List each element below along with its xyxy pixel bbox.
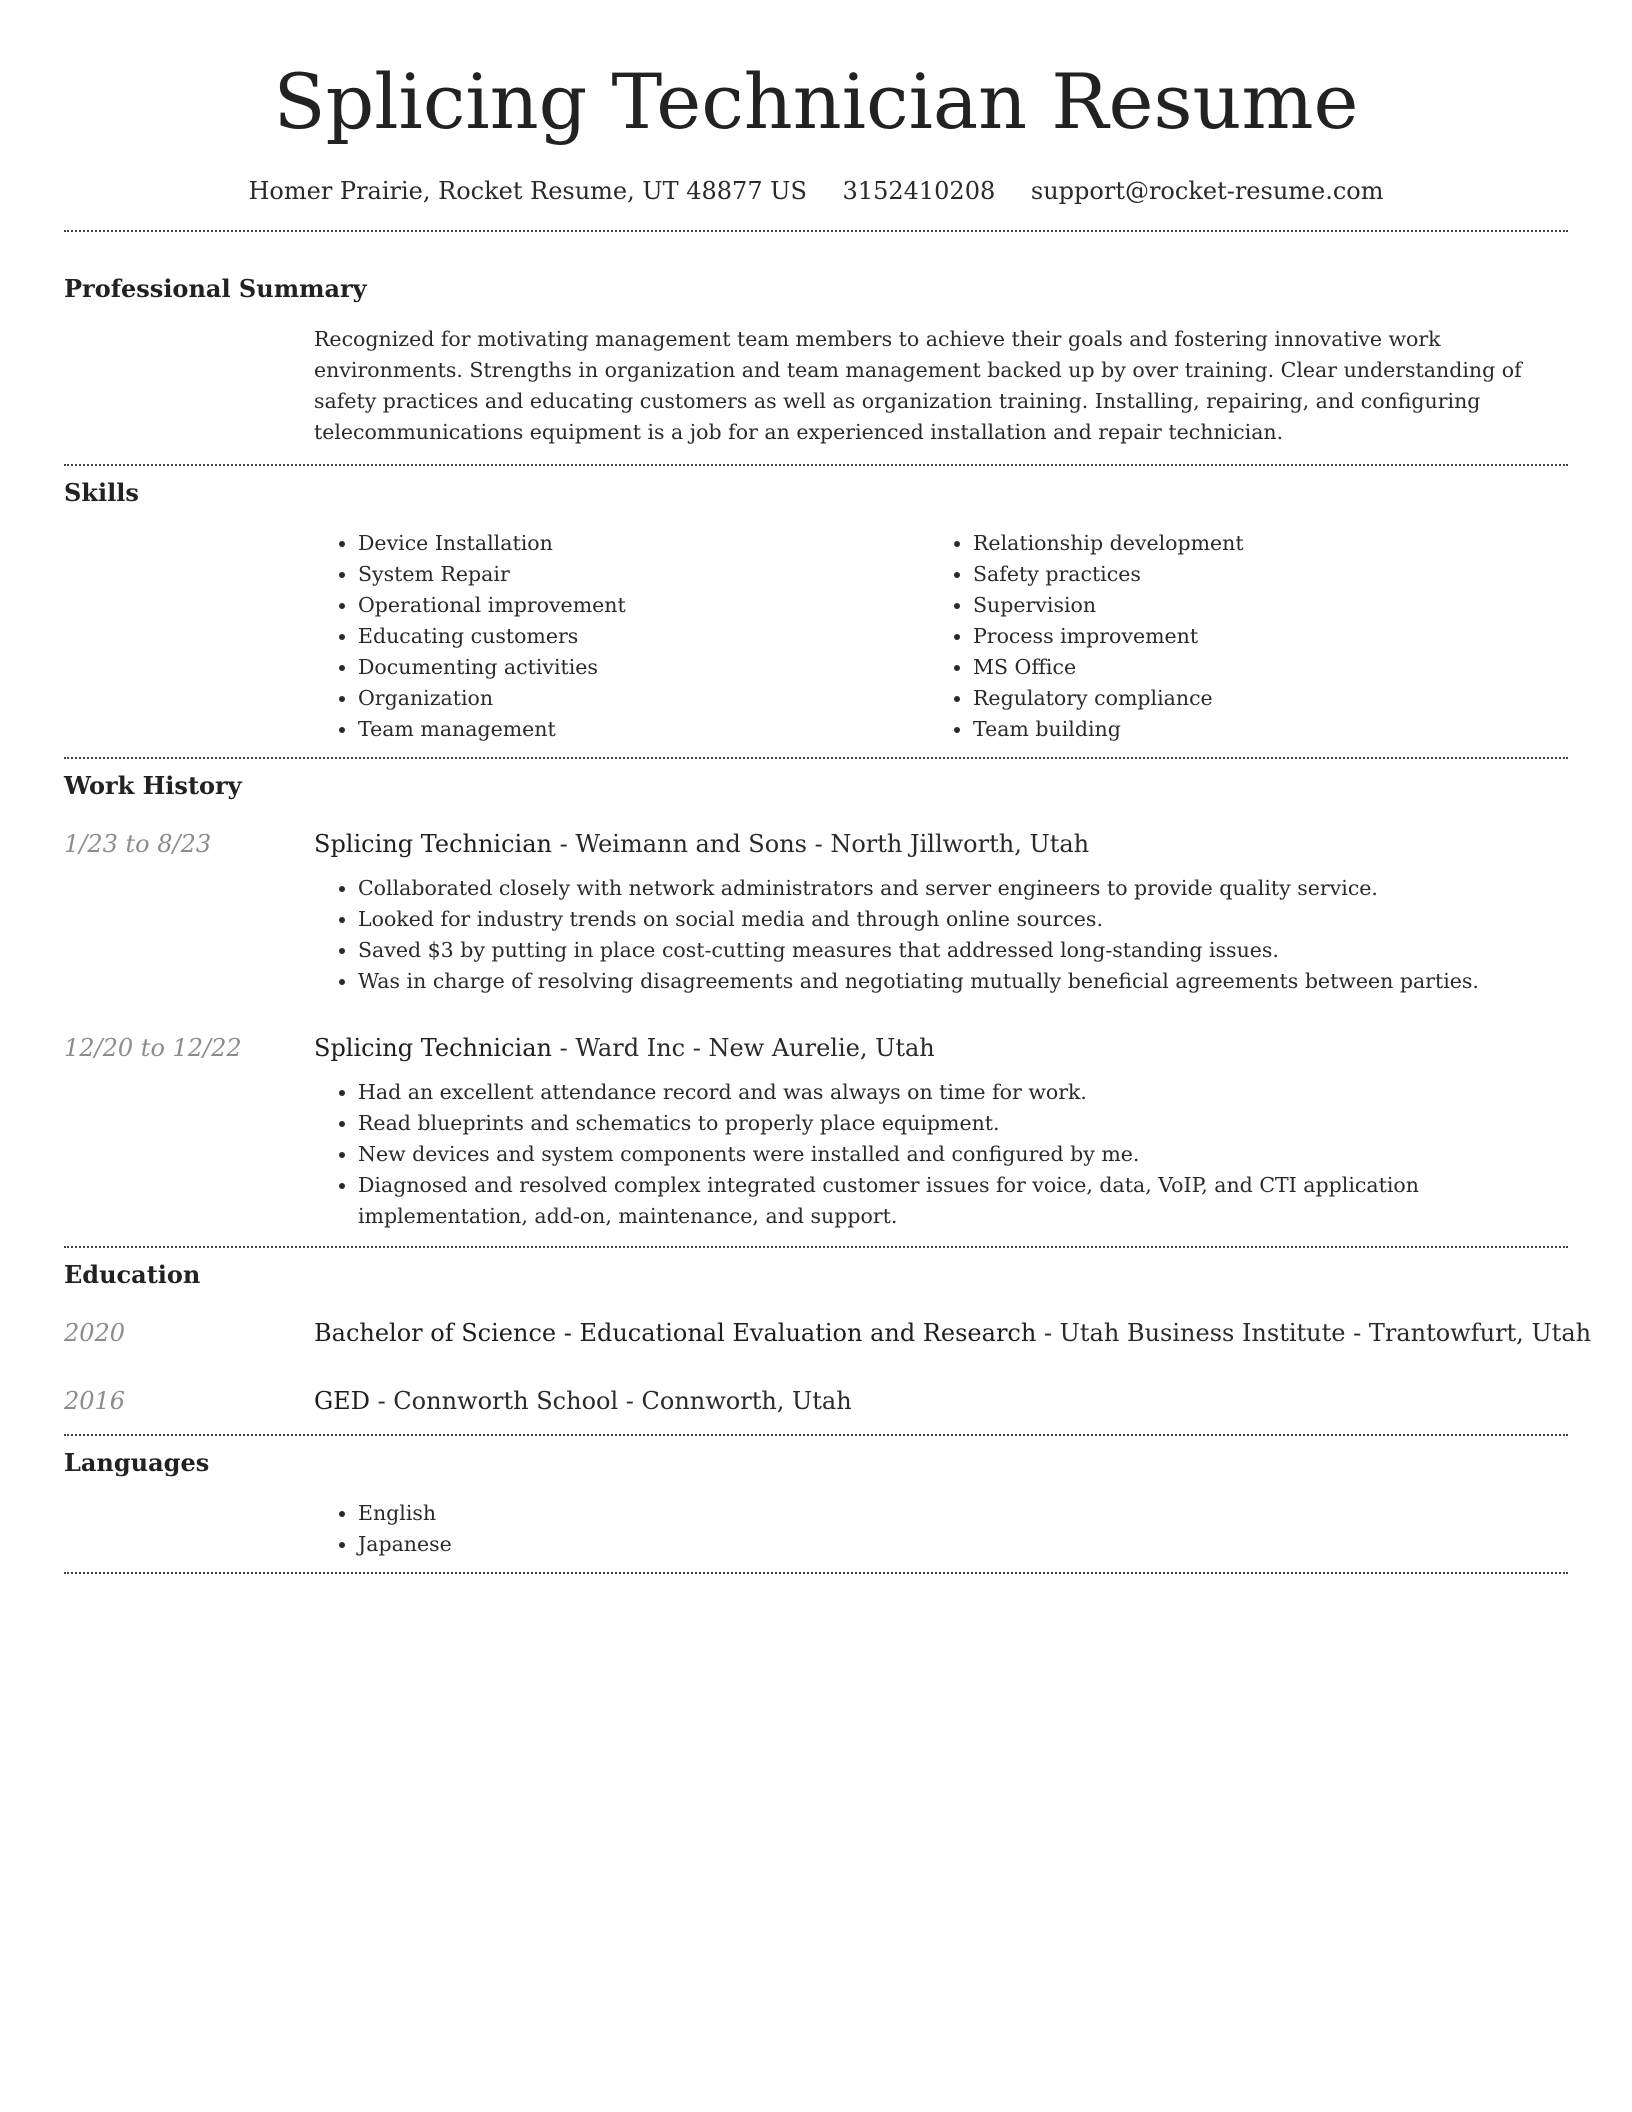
job-bullet: • Collaborated closely with network administrators and server engineers to provide quality service. [358, 873, 1568, 904]
skill-item: • Process improvement [973, 621, 1544, 652]
contact-email: support@rocket-resume.com [1030, 177, 1384, 205]
skill-item: • System Repair [358, 559, 929, 590]
job-bullet: • Looked for industry trends on social media and through online sources. [358, 904, 1568, 935]
summary-section [64, 232, 1568, 464]
languages-section [64, 1436, 1568, 1572]
skill-item: • Relationship development [973, 528, 1544, 559]
job-title-line [314, 1031, 935, 1065]
skill-item: • Team building [973, 714, 1544, 745]
job-header [64, 1031, 1568, 1065]
section-title-skills: Skills [64, 478, 139, 507]
section-title-education: Education [64, 1260, 201, 1289]
job-entry [64, 827, 1568, 997]
job-bullet: • Diagnosed and resolved complex integrated customer issues for voice, data, VoIP, and CTI application implementation, add-on, maintenance, and support. [358, 1170, 1568, 1232]
language-item: • Japanese [358, 1529, 1568, 1560]
skills-column-left [314, 528, 929, 745]
skills-columns [314, 528, 1568, 757]
job-role: Splicing Technician [314, 830, 552, 858]
job-dates: 1/23 to 8/23 [64, 830, 212, 858]
job-dates: 12/20 to 12/22 [64, 1034, 242, 1062]
skill-item: • MS Office [973, 652, 1544, 683]
job-bullet: • Had an excellent attendance record and was always on time for work. [358, 1077, 1568, 1108]
education-section [64, 1248, 1592, 1434]
education-details: - Connworth School - Connworth, Utah [369, 1387, 852, 1415]
divider [64, 1572, 1568, 1574]
section-title-summary: Professional Summary [64, 274, 367, 303]
education-entry [64, 1316, 1592, 1350]
skill-item: • Regulatory compliance [973, 683, 1544, 714]
job-bullets [314, 1077, 1568, 1246]
education-degree: Bachelor of Science - Educational Evaluation and Research [314, 1319, 1037, 1347]
job-details: - Ward Inc - New Aurelie, Utah [551, 1034, 935, 1062]
skill-item: • Supervision [973, 590, 1544, 621]
education-degree: GED [314, 1387, 370, 1415]
education-entry [64, 1384, 1568, 1434]
resume-title: Splicing Technician Resume [273, 57, 1359, 146]
skill-item: • Operational improvement [358, 590, 929, 621]
skill-item: • Safety practices [973, 559, 1544, 590]
job-entry [64, 1031, 1568, 1246]
skills-column-right [929, 528, 1544, 745]
skill-item: • Documenting activities [358, 652, 929, 683]
education-title-line [314, 1316, 1591, 1350]
skill-item: • Team management [358, 714, 929, 745]
job-details: - Weimann and Sons - North Jillworth, Utah [551, 830, 1090, 858]
language-item: • English [358, 1498, 1568, 1529]
job-bullet: • Saved $3 by putting in place cost-cutting measures that addressed long-standing issues. [358, 935, 1568, 966]
education-title-line [314, 1384, 852, 1418]
job-title-line [314, 827, 1089, 861]
skills-section [64, 466, 1568, 757]
contact-phone: 3152410208 [842, 177, 996, 205]
education-year: 2016 [64, 1387, 126, 1415]
contact-address: Homer Prairie, Rocket Resume, UT 48877 US [248, 177, 807, 205]
section-title-work: Work History [64, 771, 242, 800]
contact-line [64, 174, 1568, 208]
job-header [64, 827, 1568, 861]
skill-item: • Educating customers [358, 621, 929, 652]
education-details: - Utah Business Institute - Trantowfurt, Utah [1036, 1319, 1592, 1347]
job-bullet: • New devices and system components were installed and configured by me. [358, 1139, 1568, 1170]
section-title-languages: Languages [64, 1448, 210, 1477]
job-bullet: • Was in charge of resolving disagreements and negotiating mutually beneficial agreements between parties. [358, 966, 1568, 997]
summary-text: Recognized for motivating management team members to achieve their goals and fostering innovative work environments. Strengths in organization and team management backed up by over training. Clear understanding of safety practices and educating customers as well as organization training. Installing, repairing, and configuring telecommunications equipment is a job for an experienced installation and repair technician. [314, 327, 1522, 444]
work-section [64, 759, 1568, 1246]
languages-list [314, 1498, 1568, 1572]
skill-item: • Device Installation [358, 528, 929, 559]
job-bullet: • Read blueprints and schematics to properly place equipment. [358, 1108, 1568, 1139]
job-role: Splicing Technician [314, 1034, 552, 1062]
resume-page [64, 0, 1592, 1574]
job-bullets [314, 873, 1568, 997]
education-year: 2020 [64, 1319, 126, 1347]
skill-item: • Organization [358, 683, 929, 714]
